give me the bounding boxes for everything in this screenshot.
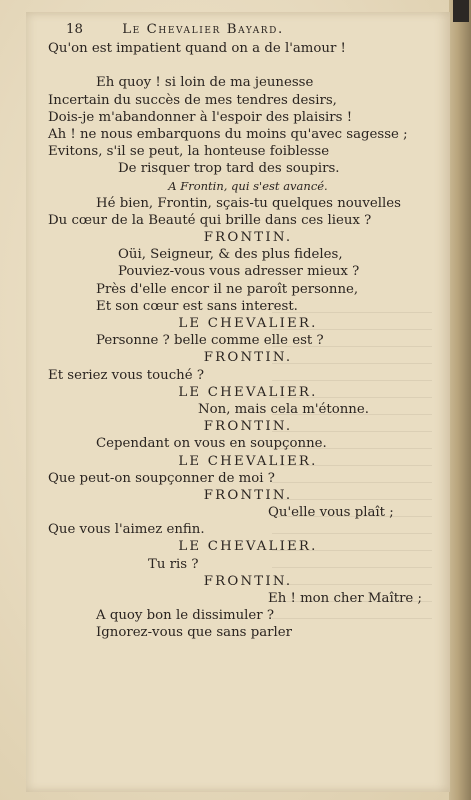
page-number: 18 bbox=[66, 22, 83, 37]
speaker-name: LE CHEVALIER. bbox=[178, 453, 318, 469]
verse-line: Non, mais cela m'étonne. bbox=[198, 401, 369, 417]
verse-line: Incertain du succès de mes tendres desirs, bbox=[48, 92, 337, 108]
verse-line: Pouviez-vous vous adresser mieux ? bbox=[118, 264, 360, 280]
verse-line: Et son cœur est sans interest. bbox=[96, 298, 298, 314]
play-text bbox=[48, 40, 448, 642]
speaker-name: FRONTIN. bbox=[203, 573, 293, 589]
verse-line: Eh quoy ! si loin de ma jeunesse bbox=[96, 75, 314, 91]
book-edge bbox=[449, 0, 471, 800]
book-page bbox=[26, 12, 450, 792]
verse-line: Ignorez-vous que sans parler bbox=[96, 625, 292, 641]
running-title: Le Chevalier Bayard. bbox=[122, 22, 284, 37]
verse-line: Oüi, Seigneur, & des plus fideles, bbox=[118, 247, 343, 263]
verse-line: Cependant on vous en soupçonne. bbox=[96, 436, 327, 452]
verse-line: Du cœur de la Beauté qui brille dans ces lieux ? bbox=[48, 212, 372, 228]
verse-line: Qu'elle vous plaît ; bbox=[268, 505, 394, 521]
verse-line: Et seriez vous touché ? bbox=[48, 367, 204, 383]
speaker-name: LE CHEVALIER. bbox=[178, 316, 318, 331]
speaker-name: FRONTIN. bbox=[203, 350, 293, 366]
verse-line: Personne ? belle comme elle est ? bbox=[96, 333, 324, 349]
speaker-name: FRONTIN. bbox=[203, 230, 293, 246]
speaker-name: FRONTIN. bbox=[203, 419, 293, 435]
verse-line: De risquer trop tard des soupirs. bbox=[118, 161, 340, 177]
verse-line: Que peut-on soupçonner de moi ? bbox=[48, 470, 275, 486]
verse-line: Que vous l'aimez enfin. bbox=[48, 522, 205, 538]
verse-line: Tu ris ? bbox=[148, 556, 199, 572]
verse-line: Près d'elle encor il ne paroît personne, bbox=[96, 281, 359, 297]
verse-line: Evitons, s'il se peut, la honteuse foiblesse bbox=[48, 144, 330, 160]
verse-line: Qu'on est impatient quand on a de l'amour ! bbox=[48, 41, 346, 56]
running-header bbox=[66, 22, 284, 37]
verse-line: A quoy bon le dissimuler ? bbox=[96, 608, 274, 624]
verse-line: Hé bien, Frontin, sçais-tu quelques nouvelles bbox=[96, 195, 401, 211]
stage-direction: A Frontin, qui s'est avancé. bbox=[168, 178, 328, 193]
speaker-name: LE CHEVALIER. bbox=[178, 384, 318, 400]
verse-line: Eh ! mon cher Maître ; bbox=[268, 591, 423, 606]
speaker-name: FRONTIN. bbox=[203, 487, 293, 503]
stanza-gap bbox=[48, 57, 448, 74]
speaker-name: LE CHEVALIER. bbox=[178, 539, 318, 555]
verse-line: Ah ! ne nous embarquons du moins qu'avec sagesse ; bbox=[48, 126, 408, 142]
verse-line: Dois-je m'abandonner à l'espoir des plaisirs ! bbox=[48, 109, 353, 125]
dark-corner bbox=[453, 0, 469, 22]
